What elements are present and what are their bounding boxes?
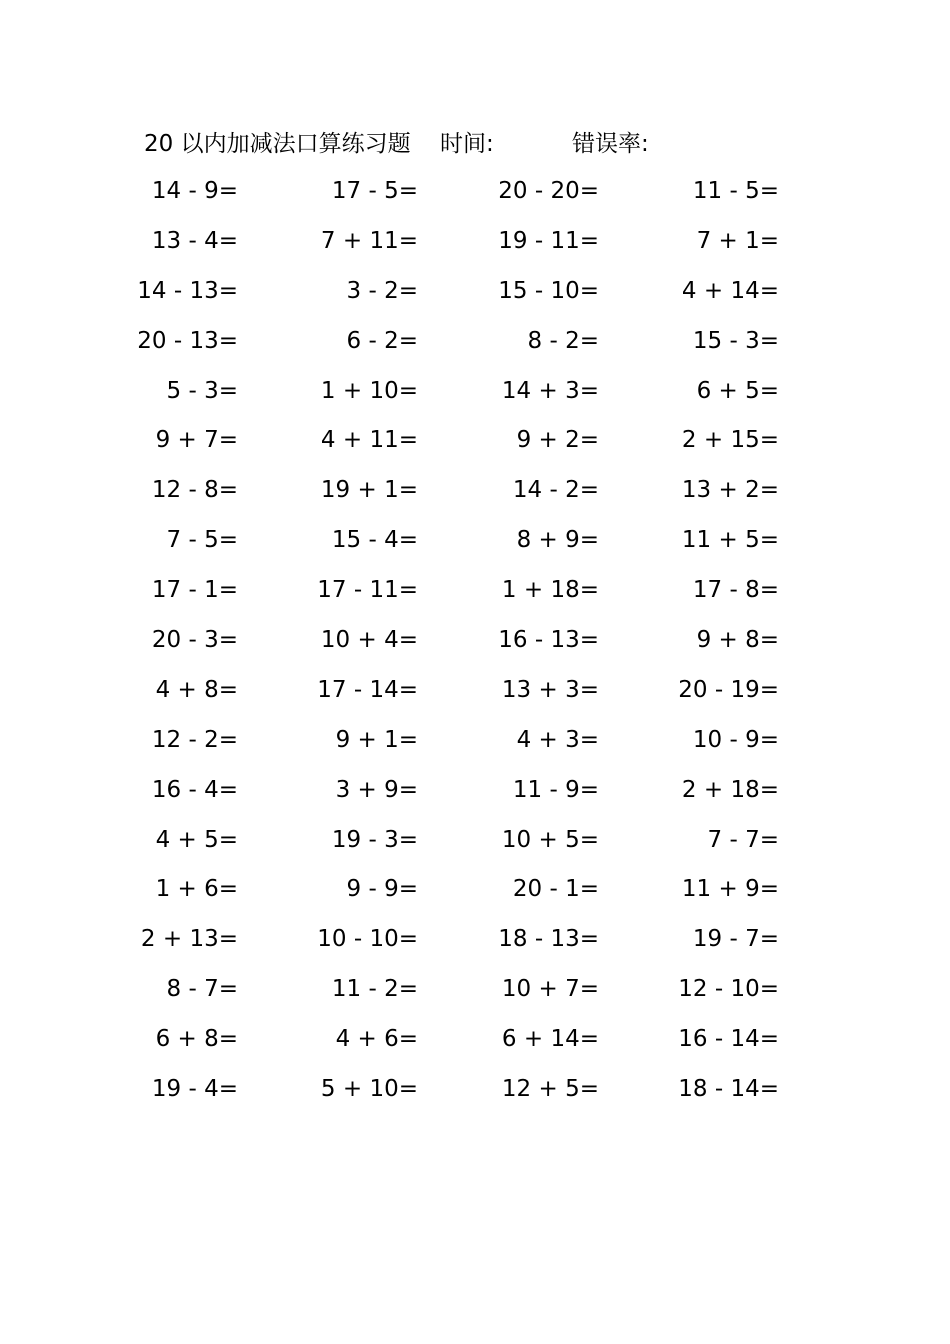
problem-item: 18 - 14= xyxy=(678,1076,779,1103)
problem-row xyxy=(0,1069,950,1119)
problem-row xyxy=(0,570,950,620)
problem-item: 19 + 1= xyxy=(320,477,418,504)
problem-item: 17 - 14= xyxy=(317,676,418,703)
problem-row xyxy=(0,720,950,770)
time-label: 时间: xyxy=(440,131,494,157)
problem-item: 12 - 8= xyxy=(151,477,238,504)
problem-item: 14 - 9= xyxy=(151,178,238,204)
problem-item: 13 - 4= xyxy=(151,227,238,254)
problem-item: 19 - 11= xyxy=(498,227,599,254)
problem-item: 8 - 7= xyxy=(166,976,238,1003)
problem-item: 2 + 18= xyxy=(681,776,779,803)
problem-item: 9 + 8= xyxy=(696,627,779,654)
problem-item: 6 + 14= xyxy=(501,1026,599,1053)
problem-item: 11 - 2= xyxy=(331,976,418,1003)
problem-item: 17 - 11= xyxy=(317,577,418,604)
problem-item: 7 - 5= xyxy=(166,527,238,554)
problem-item: 1 + 6= xyxy=(155,876,238,903)
problem-row xyxy=(0,670,950,720)
problem-row xyxy=(0,520,950,570)
problem-item: 2 + 15= xyxy=(681,427,779,454)
problem-item: 10 - 9= xyxy=(692,726,779,753)
problem-item: 11 - 5= xyxy=(692,178,779,204)
problem-item: 9 + 1= xyxy=(335,726,418,753)
problem-item: 20 - 20= xyxy=(498,178,599,204)
problem-item: 14 - 2= xyxy=(512,477,599,504)
problem-item: 6 + 8= xyxy=(155,1026,238,1053)
error-rate-label: 错误率: xyxy=(572,131,649,157)
problem-row xyxy=(0,1019,950,1069)
problem-row xyxy=(0,820,950,870)
problem-item: 19 - 7= xyxy=(692,926,779,953)
problem-item: 2 + 13= xyxy=(140,926,238,953)
problem-item: 8 - 2= xyxy=(527,327,599,354)
problem-item: 12 - 10= xyxy=(678,976,779,1003)
problem-item: 11 - 9= xyxy=(512,776,599,803)
problem-row xyxy=(0,321,950,371)
problem-item: 7 + 11= xyxy=(320,227,418,254)
problem-item: 12 - 2= xyxy=(151,726,238,753)
problem-item: 16 - 13= xyxy=(498,627,599,654)
problem-item: 16 - 4= xyxy=(151,776,238,803)
problem-item: 1 + 18= xyxy=(501,577,599,604)
problem-item: 4 + 3= xyxy=(516,726,599,753)
problem-row xyxy=(0,171,950,221)
worksheet-title: 20 以内加减法口算练习题 xyxy=(144,131,411,157)
problem-row xyxy=(0,969,950,1019)
problem-item: 17 - 5= xyxy=(331,178,418,204)
problem-item: 19 - 4= xyxy=(151,1076,238,1103)
problem-item: 17 - 8= xyxy=(692,577,779,604)
problem-item: 15 - 3= xyxy=(692,327,779,354)
problem-item: 16 - 14= xyxy=(678,1026,779,1053)
problem-item: 3 - 2= xyxy=(346,277,418,304)
problem-item: 20 - 19= xyxy=(678,676,779,703)
worksheet-header xyxy=(0,124,950,164)
problem-item: 20 - 3= xyxy=(151,627,238,654)
problem-item: 10 - 10= xyxy=(317,926,418,953)
problem-item: 4 + 5= xyxy=(155,826,238,853)
problem-item: 10 + 7= xyxy=(501,976,599,1003)
problem-item: 6 + 5= xyxy=(696,377,779,404)
problem-item: 15 - 4= xyxy=(331,527,418,554)
problem-item: 9 - 9= xyxy=(346,876,418,903)
problem-row xyxy=(0,271,950,321)
problem-item: 13 + 3= xyxy=(501,676,599,703)
problem-item: 12 + 5= xyxy=(501,1076,599,1103)
problem-item: 4 + 6= xyxy=(335,1026,418,1053)
problem-item: 5 + 10= xyxy=(320,1076,418,1103)
problem-row xyxy=(0,620,950,670)
problem-item: 14 + 3= xyxy=(501,377,599,404)
problem-item: 8 + 9= xyxy=(516,527,599,554)
problem-row xyxy=(0,221,950,271)
problem-item: 19 - 3= xyxy=(331,826,418,853)
problem-item: 10 + 5= xyxy=(501,826,599,853)
problem-item: 11 + 5= xyxy=(681,527,779,554)
problem-row xyxy=(0,371,950,421)
problem-item: 5 - 3= xyxy=(166,377,238,404)
problem-item: 18 - 13= xyxy=(498,926,599,953)
problem-row xyxy=(0,420,950,470)
problem-item: 1 + 10= xyxy=(320,377,418,404)
problem-item: 9 + 7= xyxy=(155,427,238,454)
problem-item: 4 + 11= xyxy=(320,427,418,454)
problem-item: 15 - 10= xyxy=(498,277,599,304)
problem-item: 20 - 13= xyxy=(137,327,238,354)
problem-row xyxy=(0,470,950,520)
problem-item: 3 + 9= xyxy=(335,776,418,803)
problem-row xyxy=(0,919,950,969)
problem-row xyxy=(0,869,950,919)
problem-item: 4 + 14= xyxy=(681,277,779,304)
problem-item: 14 - 13= xyxy=(137,277,238,304)
problem-row xyxy=(0,770,950,820)
problem-grid xyxy=(0,171,950,1119)
problem-item: 6 - 2= xyxy=(346,327,418,354)
problem-item: 20 - 1= xyxy=(512,876,599,903)
problem-item: 11 + 9= xyxy=(681,876,779,903)
problem-item: 9 + 2= xyxy=(516,427,599,454)
problem-item: 7 + 1= xyxy=(696,227,779,254)
problem-item: 4 + 8= xyxy=(155,676,238,703)
problem-item: 7 - 7= xyxy=(707,826,779,853)
problem-item: 13 + 2= xyxy=(681,477,779,504)
problem-item: 10 + 4= xyxy=(320,627,418,654)
problem-item: 17 - 1= xyxy=(151,577,238,604)
